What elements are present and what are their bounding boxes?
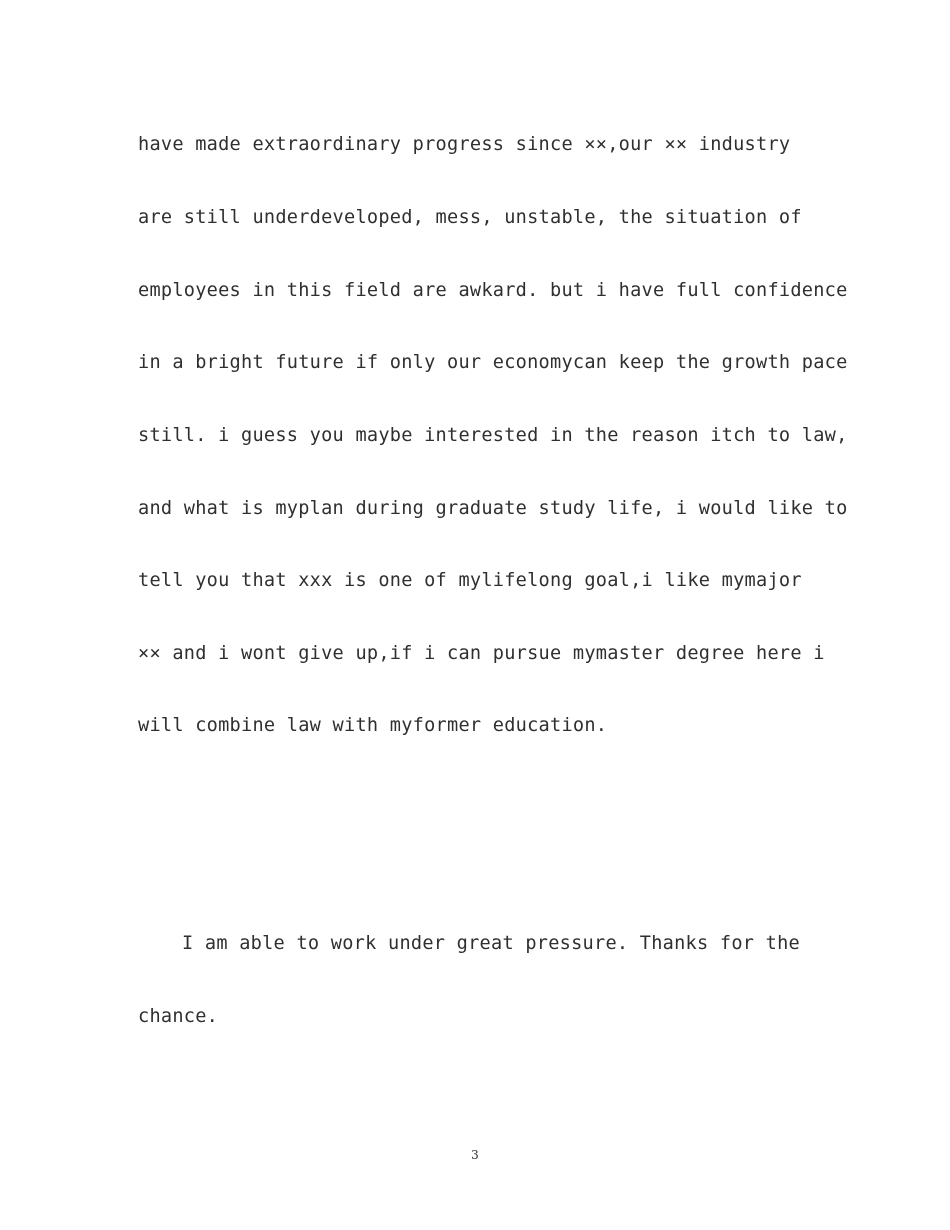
paragraph-1-line-8: ×× and i wont give up,if i can pursue mymaster degree here i	[138, 643, 825, 664]
page-number: 3	[471, 1148, 479, 1162]
paragraph-1-line-7: tell you that xxx is one of mylifelong goal,i like mymajor	[138, 570, 802, 591]
paragraph-1-line-9: will combine law with myformer education.	[138, 715, 608, 736]
paragraph-1-line-3: employees in this field are awkard. but i have full confidence	[138, 280, 848, 301]
paragraph-1-line-4: in a bright future if only our economycan keep the growth pace	[138, 352, 848, 373]
paragraph-2-line-1: I am able to work under great pressure. Thanks for the	[182, 933, 800, 954]
paragraph-2-line-2: chance.	[138, 1006, 219, 1027]
paragraph-1-line-6: and what is myplan during graduate study life, i would like to	[138, 498, 848, 519]
paragraph-1-line-2: are still underdeveloped, mess, unstable, the situation of	[138, 207, 802, 228]
paragraph-1-line-5: still. i guess you maybe interested in the reason itch to law,	[138, 425, 848, 446]
paragraph-1-line-1: have made extraordinary progress since ××,our ×× industry	[138, 134, 791, 155]
